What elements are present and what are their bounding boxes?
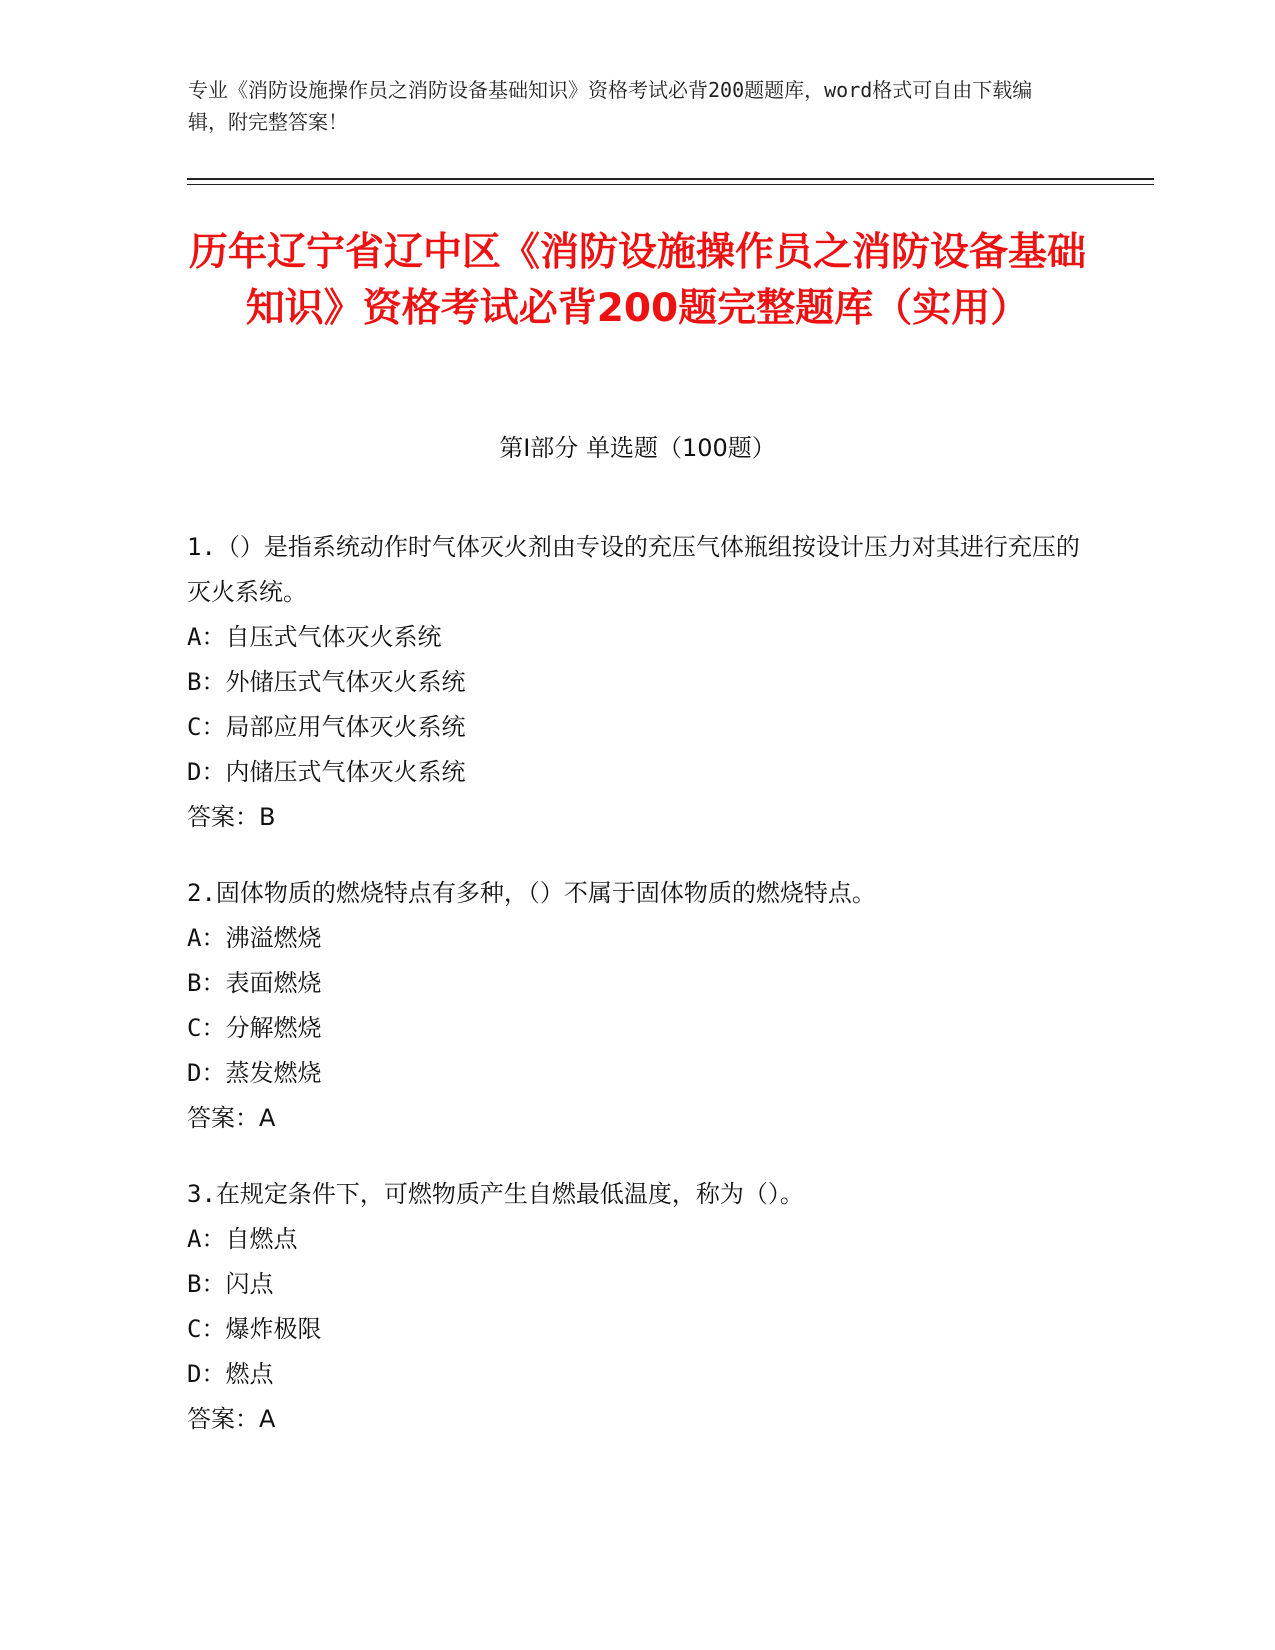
option-c: C：局部应用气体灭火系统 [187,713,466,741]
option-b: B：表面燃烧 [187,969,322,997]
option-a: A：沸溢燃烧 [187,924,322,952]
option-d: D：燃点 [187,1360,274,1388]
question-stem: 1.（）是指系统动作时气体灭火剂由专设的充压气体瓶组按设计压力对其进行充压的灭火系统。 [187,533,1080,606]
section-title: 第Ⅰ部分 单选题（100题） [499,434,776,462]
option-d: D：内储压式气体灭火系统 [187,758,466,786]
answer-line: 答案：A [187,1405,276,1433]
question-list [187,525,1087,1473]
header-divider-thin [187,184,1154,185]
answer-line: 答案：B [187,803,276,831]
option-a: A：自燃点 [187,1225,298,1253]
question-stem: 2.固体物质的燃烧特点有多种，（）不属于固体物质的燃烧特点。 [187,879,876,907]
option-c: C：分解燃烧 [187,1014,322,1042]
option-a: A：自压式气体灭火系统 [187,623,442,651]
question-stem: 3.在规定条件下，可燃物质产生自燃最低温度，称为（）。 [187,1180,804,1208]
option-d: D：蒸发燃烧 [187,1059,322,1087]
option-b: B：外储压式气体灭火系统 [187,668,466,696]
option-b: B：闪点 [187,1270,274,1298]
question-item [187,871,1087,1141]
option-c: C：爆炸极限 [187,1315,322,1343]
question-item [187,1172,1087,1442]
header-note: 专业《消防设施操作员之消防设备基础知识》资格考试必背200题题库，word格式可自由下载编辑，附完整答案！ [188,78,1033,134]
header-divider-thick [187,178,1154,180]
document-title: 历年辽宁省辽中区《消防设施操作员之消防设备基础知识》资格考试必背200题完整题库（实用） [188,230,1086,331]
answer-line: 答案：A [187,1104,276,1132]
question-item [187,525,1087,840]
